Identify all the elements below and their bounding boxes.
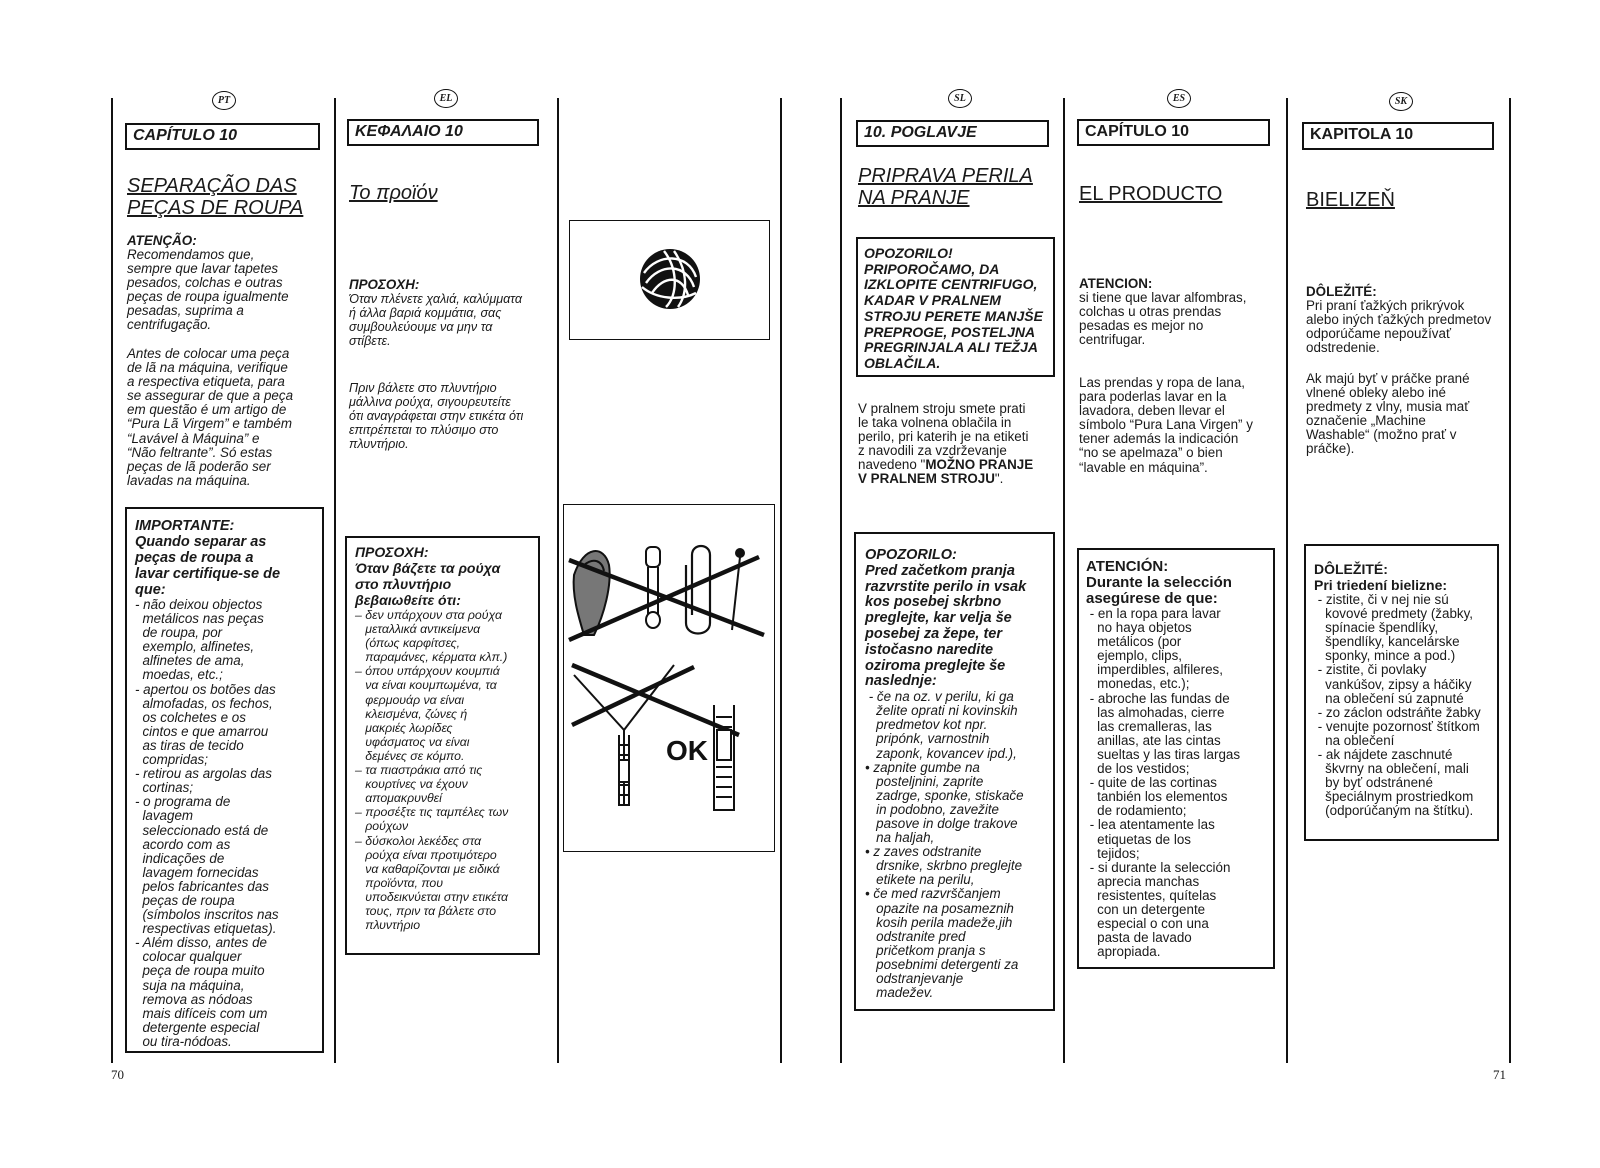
important-box-es [1077, 548, 1275, 969]
column-rule [557, 98, 559, 1063]
important-box-el [345, 536, 540, 955]
column-rule [111, 98, 113, 1063]
wool-paragraph-sl-text: V pralnem stroju smete prati le taka volnena oblačila in perilo, pri katerih je na etiketi z navodili za vzdrževanje navedeno " [858, 401, 1029, 473]
column-rule [334, 98, 336, 1063]
warning-box-sl [856, 237, 1055, 377]
important-box-pt [125, 507, 324, 1053]
warning-text-sk: Pri praní ťažkých prikrývok alebo iných ťažkých predmetov odporúčame nepoužívať odstredenie. [1306, 298, 1492, 356]
chapter-heading-es: CAPÍTULO 10 [1077, 119, 1270, 146]
page-number-left: 70 [111, 1067, 124, 1082]
language-badge-pt: PT [212, 91, 236, 110]
warning-heading-el: ΠΡΟΣΟΧΗ: [349, 277, 420, 292]
wool-paragraph-sl-bold: MOŽNO PRANJE V PRALNEM STROJU [858, 457, 1034, 487]
wool-paragraph-sk: Ak majú byť v práčke prané vlnené obleky alebo iné predmety z vlny, musia mať označenie „Machine Washable“ (možno prať v práčke). [1306, 371, 1470, 457]
language-badge-es: ES [1167, 89, 1191, 108]
section-title-sl: PRIPRAVA PERILA NA PRANJE [858, 165, 1033, 209]
important-box-list-pt: - não deixou objectos metálicos nas peças de roupa, por exemplo, alfinetes, alfinetes de ama, moedas, etc.; - apertou os botões das almofadas, os fechos, os colchetes e os cintos e que amarrou as tiras de tecido compridas; - retirou as argolas das cortinas; - o programa de lavagem seleccionado está de acordo com as indicações de lavagem fornecidas pelos fabricantes das peças de roupa (símbolos inscritos nas respectivas etiquetas). - Além disso, antes de colocar qualquer peça de roupa muito suja na máquina, remova as nódoas mais difíceis com um detergente especial ou tira-nódoas. [135, 597, 279, 1049]
important-box-list-sk: - zistite, či v nej nie sú kovové predmety (žabky, spínacie špendlíky, špendlíky, kancelárske sponky, mince a pod.) - zistite, či povlaky vankúšov, zipsy a háčiky na oblečení sú zapnuté - zo záclon odstráňte žabky - venujte pozornosť štítkom na oblečení - ak nájdete zaschnuté škvrny na oblečení, mali by byť odstránené špeciálnym prostriedkom (odporúčaným na štítku). [1317, 592, 1481, 819]
language-badge-sl: SL [948, 89, 972, 108]
wool-symbol-icon [570, 221, 769, 339]
important-box-sk [1304, 544, 1499, 841]
language-badge-sk: SK [1389, 92, 1413, 111]
important-box-list-es: - en la ropa para lavar no haya objetos metálicos (por ejemplo, clips, imperdibles, alfileres, monedas, etc.); - abroche las fundas de las almohadas, cierre las cremalleras, las anillas, ate las cintas sueltas y las tiras largas de los vestidos; - quite de las cortinas tanbién los elementos de rodamiento; - lea atentamente las etiquetas de los tejidos; - si durante la selección aprecia manchas resistentes, quítelas con un detergente especial o con una pasta de lavado apropiada. [1089, 606, 1241, 960]
wool-paragraph-es: Las prendas y ropa de lana, para poderlas lavar en la lavadora, deben llevar el símbolo “Pura Lana Virgen” y tener además la indicación “no se apelmaza” o bien “lavable en máquina”. [1079, 375, 1253, 475]
wool-paragraph-el: Πριν βάλετε στο πλυντήριο μάλλινα ρούχα, σιγουρευτείτε ότι αναγράφεται στην ετικέτα ότι επιτρέπεται το πλύσιμο στο πλυντήριο. [349, 381, 524, 452]
warning-text-pt: Recomendamos que, sempre que lavar tapetes pesados, colchas e outras peças de roupa igualmente pesadas, suprima a centrifugação. [127, 247, 289, 333]
objects-illustration-frame [563, 504, 775, 852]
wool-paragraph-sl [858, 402, 1033, 487]
important-box-heading-el: ΠΡΟΣΟΧΗ: Όταν βάζετε τα ρούχα στο πλυντήριο βεβαιωθείτε ότι: [355, 544, 501, 608]
section-title-sk: BIELIZEŇ [1306, 189, 1395, 211]
warning-text-es: si tiene que lavar alfombras, colchas u otras prendas pesadas es mejor no centrifugar. [1079, 290, 1247, 348]
safety-pin-icon [646, 547, 660, 628]
warning-heading-pt: ATENÇÃO: [127, 233, 197, 248]
closed-zipper-icon [714, 705, 734, 810]
wool-paragraph-sl-end: ". [994, 471, 1004, 487]
pin-icon [732, 549, 744, 630]
ok-label: OK [666, 735, 708, 766]
column-rule [780, 98, 782, 1063]
important-box-heading-sl: OPOZORILO: Pred začetkom pranja razvrstite perilo in vsak kos posebej skrbno preglejte, kar velja še posebej za žepe, ter istočasno naredite oziroma preglejte še naslednje: [865, 547, 1027, 690]
column-rule [840, 98, 842, 1063]
warning-text-el: Όταν πλένετε χαλιά, καλύμματα ή άλλα βαριά κομμάτια, σας συμβουλεύουμε να μην τα στίβετε. [349, 292, 523, 349]
column-rule [1286, 98, 1288, 1063]
column-rule [1509, 98, 1511, 1063]
important-box-sl [854, 532, 1055, 1011]
warning-box-text-sl: OPOZORILO! PRIPOROČAMO, DA IZKLOPITE CENTRIFUGO, KADAR V PRALNEM STROJU PERETE MANJŠE PREPROGE, POSTELJNA PREGRINJALA ALI TEŽJA OBLAČILA. [864, 245, 1043, 371]
warning-heading-sk: DÔLEŽITÉ: [1306, 284, 1377, 299]
wool-paragraph-pt: Antes de colocar uma peça de lã na máquina, verifique a respectiva etiqueta, para se assegurar de que a peça em questão é um artigo de “Pura Lã Virgem” e também “Lavável à Máquina” e “Não feltrante”. Só estas peças de lã poderão ser lavadas na máquina. [127, 346, 294, 488]
wool-symbol-frame [569, 220, 770, 340]
objects-illustration [564, 505, 774, 851]
important-box-heading-pt: IMPORTANTE: Quando separar as peças de roupa a lavar certifique-se de que: [135, 518, 281, 598]
column-rule [1063, 98, 1065, 1063]
chapter-heading-sl: 10. POGLAVJE [856, 120, 1049, 147]
chapter-heading-el: ΚΕΦΑΛΑΙΟ 10 [347, 119, 539, 146]
section-title-es: EL PRODUCTO [1079, 183, 1223, 205]
chapter-heading-sk: KAPITOLA 10 [1302, 122, 1494, 150]
language-badge-el: EL [434, 89, 458, 108]
page-number-right: 71 [1493, 1067, 1506, 1082]
section-title-el: Το προϊόν [349, 182, 438, 204]
important-box-heading-sk: DÔLEŽITÉ: Pri triedení bielizne: [1314, 561, 1448, 593]
important-box-list-el: – δεν υπάρχουν στα ρούχα μεταλλικά αντικείμενα (όπως καρφίτσες, παραμάνες, κέρματα κλπ.) – όπου υπάρχουν κουμπιά να είναι κουμπωμένα, τα φερμουάρ να είναι κλεισμένα, ζώνες ή μακριές λωρίδες υφάσματος να είναι δεμένες σε κόμπο. – τα πιαστράκια από τις κουρτίνες να έχουν απομακρυνθεί – προσέξτε τις ταμπέλες των ρούχων – δύσκολοι λεκέδες στα ρούχα είναι προτιμότερο να καθαρίζονται με ειδικά προϊόντα, που υποδεικνύεται στην ετικέτα τους, πριν τα βάλετε στο πλυντήριο [355, 608, 509, 933]
chapter-heading-pt: CAPÍTULO 10 [125, 123, 320, 150]
important-box-heading-es: ATENCIÓN: Durante la selección asegúrese de que: [1086, 558, 1232, 607]
important-box-list-sl: - če na oz. v perilu, ki ga želite oprati ni kovinskih predmetov kot npr. pripónk, varnostnih zaponk, kovancev ipd.), • zapnite gumbe na posteljnini, zaprite zadrge, sponke, stiskače in podobno, zavežite pasove in dolge trakove na haljah, • z zaves odstranite drsnike, skrbno preglejte etikete na perilu, • če med razvrščanjem opazite na posameznih kosih perila madeže,jih odstranite pred pričetkom pranja s posebnimi detergenti za odstranjevanje madežev. [865, 689, 1024, 1001]
warning-heading-es: ATENCION: [1079, 276, 1153, 291]
section-title-pt: SEPARAÇÃO DAS PEÇAS DE ROUPA [127, 175, 304, 219]
